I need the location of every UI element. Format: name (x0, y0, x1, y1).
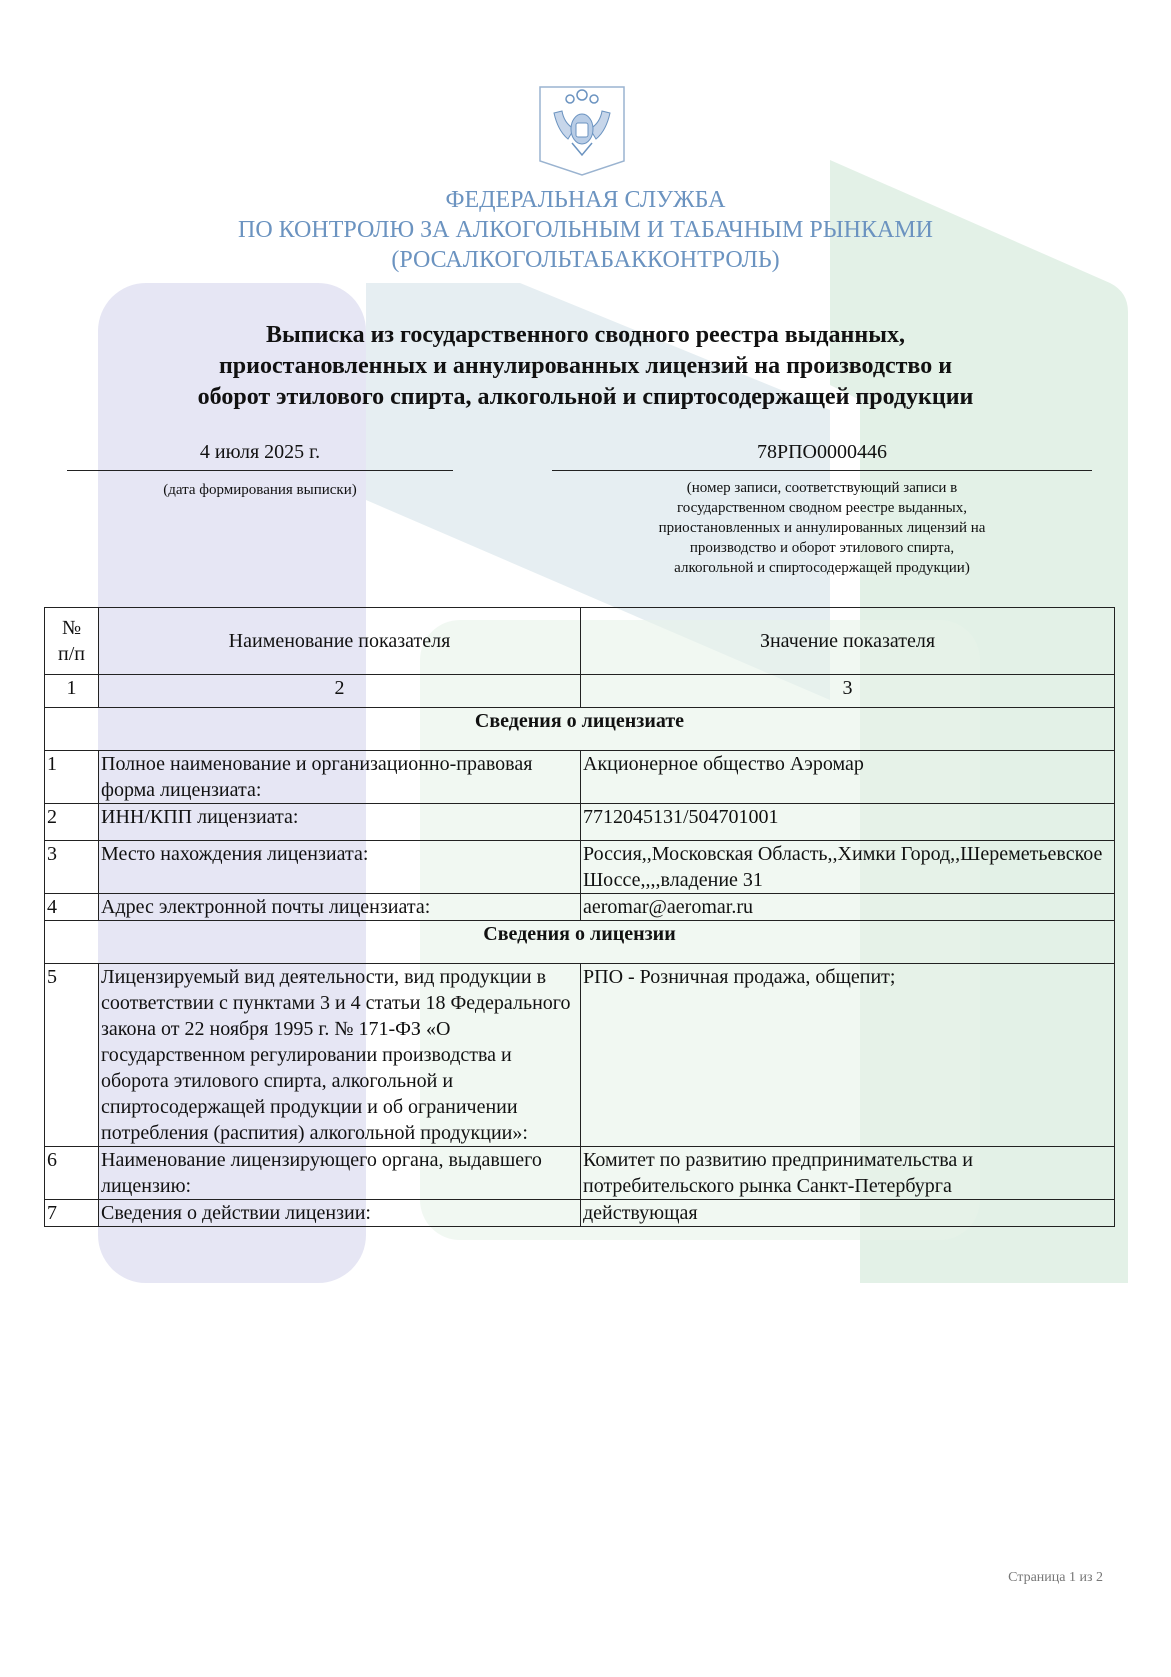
table-row (45, 894, 1115, 921)
indicator-value: 7712045131/504701001 (581, 804, 1115, 841)
title-line-1: Выписка из государственного сводного реестра выданных, (266, 322, 905, 348)
indicator-name: ИНН/КПП лицензиата: (99, 804, 581, 841)
table-row (45, 841, 1115, 894)
column-number: 3 (581, 675, 1115, 708)
table-row (45, 751, 1115, 804)
section-title: Сведения о лицензии (45, 921, 1115, 964)
indicator-name: Адрес электронной почты лицензиата: (99, 894, 581, 921)
column-number: 1 (45, 675, 99, 708)
title-line-2: приостановленных и аннулированных лицензий на производство и (218, 353, 953, 379)
date-underline (67, 470, 453, 471)
table-row (45, 1147, 1115, 1200)
agency-name-line-3: (РОСАЛКОГОЛЬТАБАККОНТРОЛЬ) (391, 247, 780, 273)
register-table (44, 607, 1115, 1227)
section-header-licensee (45, 708, 1115, 751)
indicator-value: Акционерное общество Аэромар (581, 751, 1115, 804)
extract-date-caption: (дата формирования выписки) (163, 482, 357, 498)
agency-name-line-2: ПО КОНТРОЛЮ ЗА АЛКОГОЛЬНЫМ И ТАБАЧНЫМ РЫНКАМИ (237, 217, 933, 243)
column-number-row (45, 675, 1115, 708)
indicator-name: Наименование лицензирующего органа, выдавшего лицензию: (99, 1147, 581, 1200)
document-title (120, 320, 1051, 413)
row-number: 2 (45, 804, 99, 841)
row-number: 4 (45, 894, 99, 921)
section-title: Сведения о лицензиате (45, 708, 1115, 751)
table-row (45, 1200, 1115, 1227)
table-row (45, 804, 1115, 841)
extract-date: 4 июля 2025 г. (199, 441, 321, 463)
header-indicator-value: Значение показателя (581, 608, 1115, 675)
row-number: 6 (45, 1147, 99, 1200)
agency-name-line-1: ФЕДЕРАЛЬНАЯ СЛУЖБА (445, 187, 726, 213)
record-number: 78РПО0000446 (756, 441, 887, 463)
indicator-value: aeromar@aeromar.ru (581, 894, 1115, 921)
section-header-license (45, 921, 1115, 964)
indicator-value: Россия,,Московская Область,,Химки Город,,Шереметьевское Шоссе,,,,владение 31 (581, 841, 1115, 894)
indicator-name: Сведения о действии лицензии: (99, 1200, 581, 1227)
header-number: № п/п (45, 608, 99, 675)
header-indicator-name: Наименование показателя (99, 608, 581, 675)
indicator-value: РПО - Розничная продажа, общепит; (581, 964, 1115, 1147)
column-number: 2 (99, 675, 581, 708)
row-number: 3 (45, 841, 99, 894)
coat-of-arms-icon (534, 83, 630, 179)
indicator-value: Комитет по развитию предпринимательства и потребительского рынка Санкт-Петербурга (581, 1147, 1115, 1200)
row-number: 5 (45, 964, 99, 1147)
indicator-value: действующая (581, 1200, 1115, 1227)
title-line-3: оборот этилового спирта, алкогольной и спиртосодержащей продукции (197, 384, 974, 410)
page-number: Страница 1 из 2 (1008, 1570, 1103, 1585)
row-number: 7 (45, 1200, 99, 1227)
table-header-row (45, 608, 1115, 675)
row-number: 1 (45, 751, 99, 804)
record-number-caption: (номер записи, соответствующий записи в государственном сводном реестре выданных, приостановленных и аннулированных лицензий на производство и оборот этилового спирта, алкогольной и спиртосодержащей продукции) (658, 480, 986, 576)
record-underline (552, 470, 1092, 471)
indicator-name: Полное наименование и организационно-правовая форма лицензиата: (99, 751, 581, 804)
indicator-name: Лицензируемый вид деятельности, вид продукции в соответствии с пунктами 3 и 4 статьи 18 Федерального закона от 22 ноября 1995 г. № 171-ФЗ «О государственном регулировании производства и оборота этилового спирта, алкогольной и спиртосодержащей продукции и об ограничении потребления (распития) алкогольной продукции»: (99, 964, 581, 1147)
table-row (45, 964, 1115, 1147)
indicator-name: Место нахождения лицензиата: (99, 841, 581, 894)
